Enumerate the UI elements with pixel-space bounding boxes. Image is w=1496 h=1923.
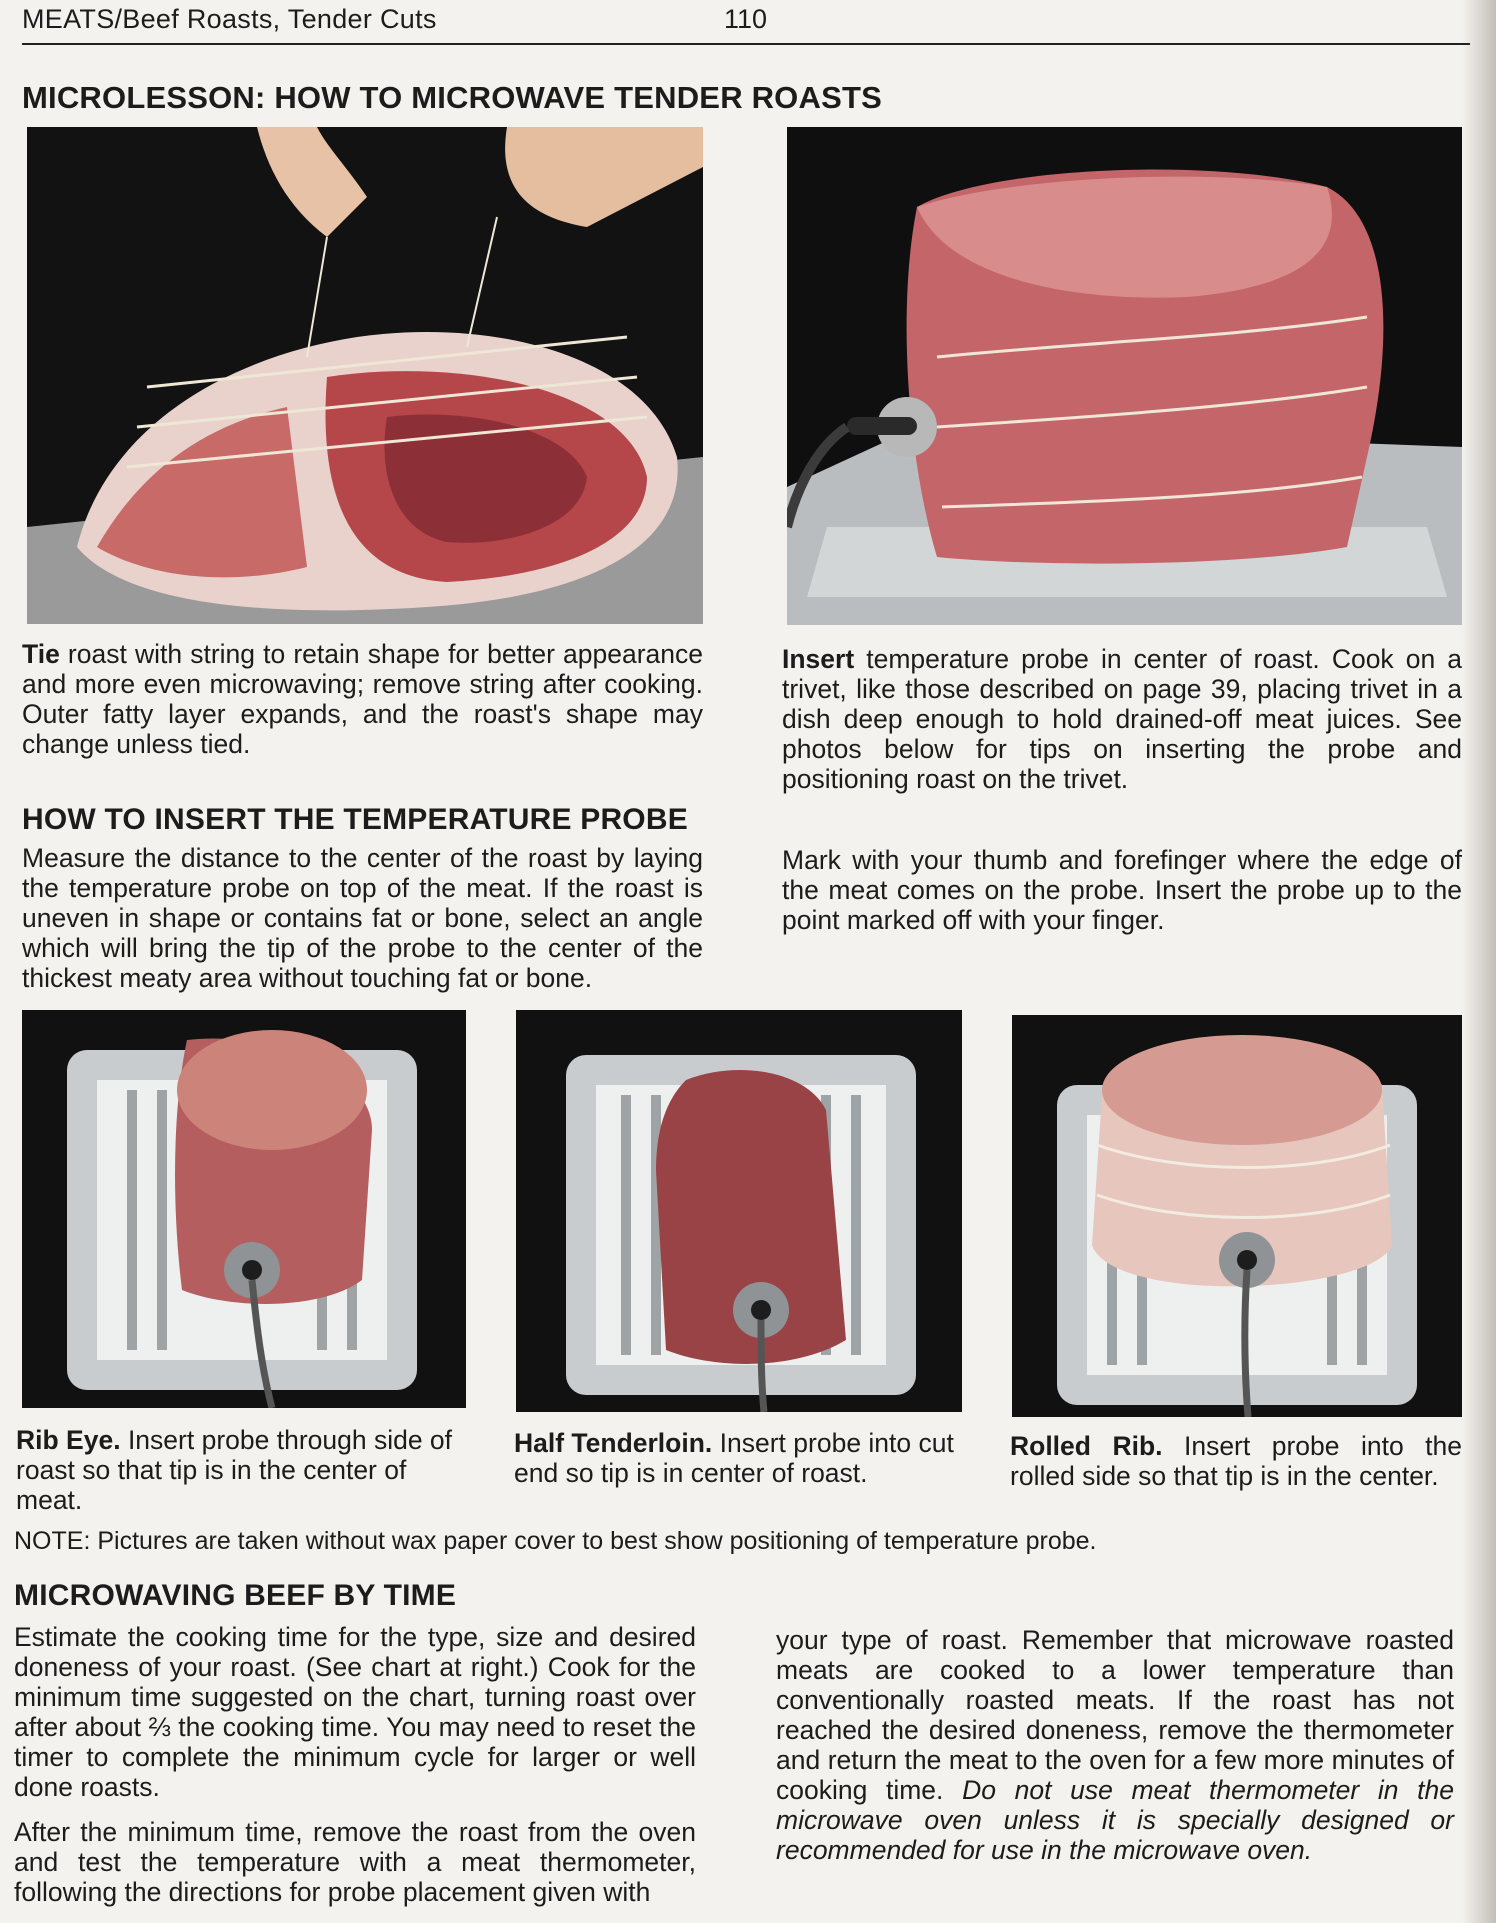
insert-probe-caption	[782, 644, 1462, 794]
roast-with-probe-on-trivet-photo	[787, 127, 1462, 625]
tie-roast-caption	[22, 639, 703, 759]
half-tenderloin-photo	[516, 1010, 962, 1412]
rib-eye-title: Rib Eye.	[16, 1425, 121, 1455]
by-time-paragraph-3-text: your type of roast. Remember that microwave roasted meats are cooked to a lower temperature than conventionally roasted meats. If the roast has not reached the desired doneness, remove the thermometer and return the meat to the oven for a few more minutes of cooking time.	[776, 1625, 1454, 1805]
by-time-paragraph-1: Estimate the cooking time for the type, size and desired doneness of your roast. (See chart at right.) Cook for the minimum time suggested on the chart, turning roast over after about ⅔ the cooking time. You may need to reset the timer to complete the minimum cycle for larger or well done roasts.	[14, 1622, 696, 1802]
half-tenderloin-title: Half Tenderloin.	[514, 1428, 713, 1458]
probe-paragraph-right: Mark with your thumb and forefinger where the edge of the meat comes on the probe. Insert the probe up to the point marked off with your finger.	[782, 845, 1462, 935]
by-time-paragraph-3	[776, 1625, 1454, 1865]
tie-caption-text: roast with string to retain shape for better appearance and more even microwaving; remove string after cooking. Outer fatty layer expands, and the roast's shape may change unless tied.	[22, 639, 703, 759]
rolled-rib-caption	[1010, 1431, 1462, 1491]
half-tenderloin-text: Insert probe into cut end so tip is in center of roast.	[514, 1428, 954, 1488]
microlesson-title: MICROLESSON: HOW TO MICROWAVE TENDER ROASTS	[22, 80, 882, 115]
rolled-rib-text: Insert probe into the rolled side so that tip is in the center.	[1010, 1431, 1462, 1491]
page-edge-shadow	[1462, 0, 1496, 1923]
running-header: MEATS/Beef Roasts, Tender Cuts	[22, 4, 437, 34]
half-tenderloin-caption	[514, 1428, 964, 1488]
rib-eye-photo	[22, 1010, 466, 1408]
tied-rib-roast-photo	[27, 127, 703, 624]
insert-caption-text: temperature probe in center of roast. Cook on a trivet, like those described on page 39, placing trivet in a dish deep enough to hold drained-off meat juices. See photos below for tips on inserting the probe and positioning roast on the trivet.	[782, 644, 1462, 794]
probe-section-title: HOW TO INSERT THE TEMPERATURE PROBE	[22, 803, 688, 836]
by-time-warning: Do not use meat thermometer in the microwave oven unless it is specially designed or recommended for use in the microwave oven.	[776, 1775, 1454, 1865]
tie-bold: Tie	[22, 639, 60, 669]
page-number: 110	[724, 4, 768, 34]
photo-note: NOTE: Pictures are taken without wax paper cover to best show positioning of temperature probe.	[14, 1527, 1097, 1555]
rib-eye-caption	[16, 1425, 476, 1515]
by-time-title: MICROWAVING BEEF BY TIME	[14, 1579, 457, 1612]
probe-paragraph-left: Measure the distance to the center of the roast by laying the temperature probe on top of the meat. If the roast is uneven in shape or contains fat or bone, select an angle which will bring the tip of the probe to the center of the thickest meaty area without touching fat or bone.	[22, 843, 703, 993]
rolled-rib-title: Rolled Rib.	[1010, 1431, 1163, 1461]
rib-eye-text: Insert probe through side of roast so that tip is in the center of meat.	[16, 1425, 453, 1515]
rolled-rib-photo	[1012, 1015, 1462, 1417]
header-rule	[22, 43, 1470, 45]
insert-bold: Insert	[782, 644, 855, 674]
by-time-paragraph-2: After the minimum time, remove the roast from the oven and test the temperature with a meat thermometer, following the directions for probe placement given with	[14, 1817, 696, 1907]
